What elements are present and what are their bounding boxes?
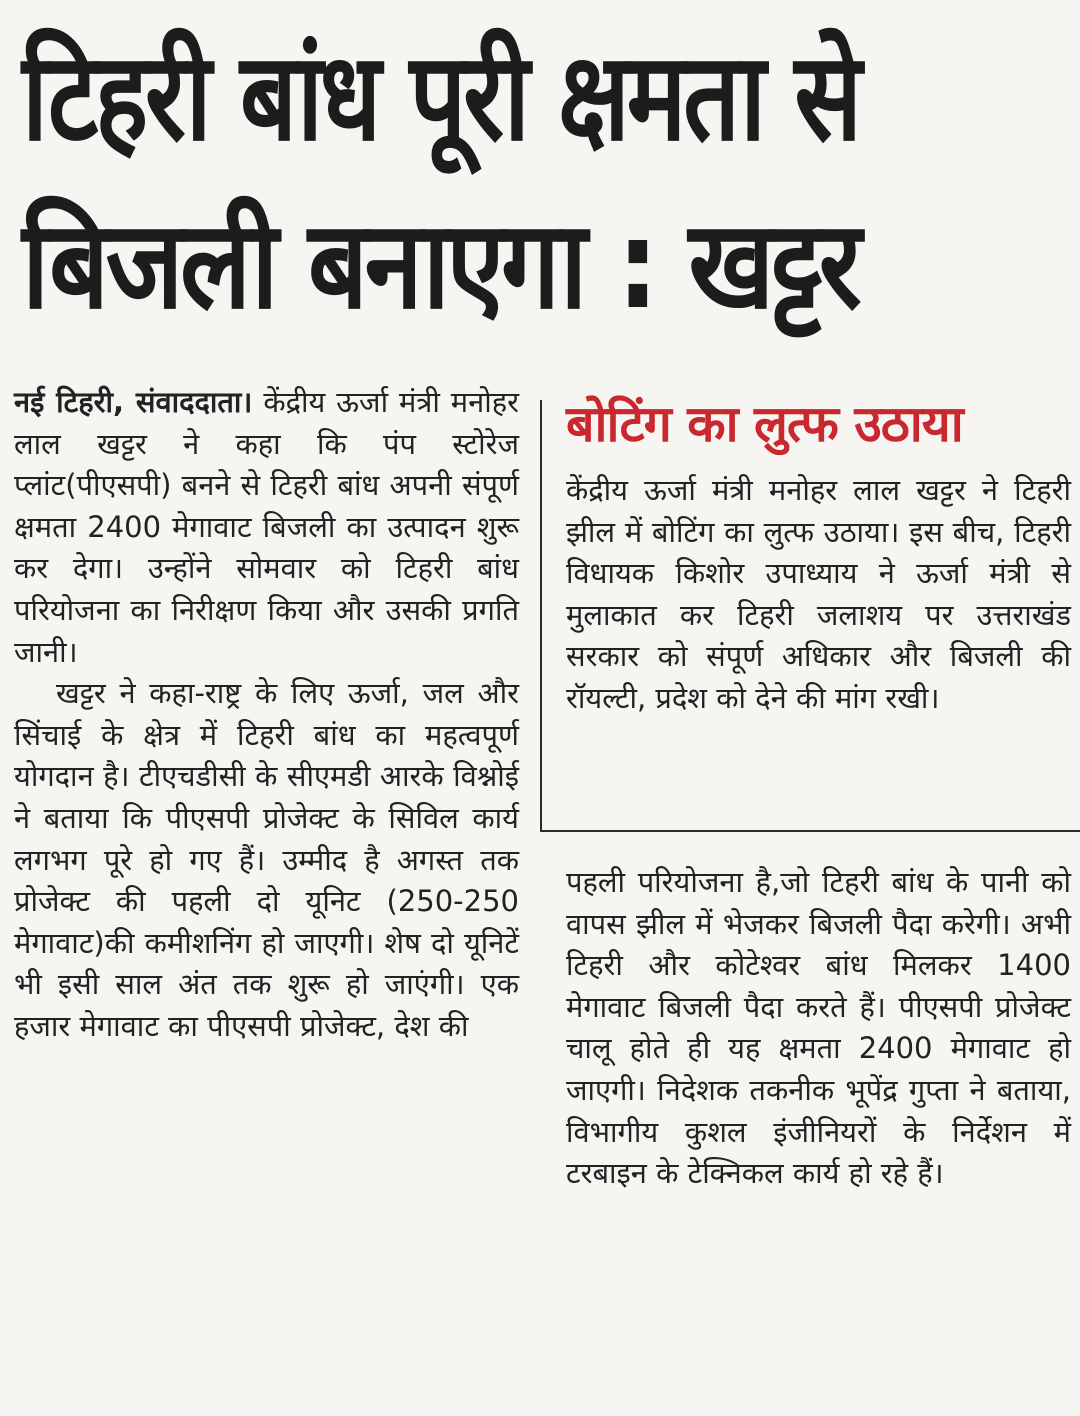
article-column-left	[14, 382, 519, 1048]
box-horizontal-divider	[540, 830, 1080, 832]
article-paragraph-2: खट्टर ने कहा-राष्ट्र के लिए ऊर्जा, जल और सिंचाई के क्षेत्र में टिहरी बांध का महत्वपूर्ण योगदान है। टीएचडीसी के सीएमडी आरके विश्नोई ने बताया कि पीएसपी प्रोजेक्ट के सिविल कार्य लगभग पूरे हो गए हैं। उम्मीद है अगस्त तक प्रोजेक्ट की पहली दो यूनिट (250-250 मेगावाट)की कमीशनिंग हो जाएगी। शेष दो यूनिटें भी इसी साल अंत तक शुरू हो जाएंगी। एक हजार मेगावाट का पीएसपी प्रोजेक्ट, देश की	[14, 676, 519, 1043]
dateline: नई टिहरी, संवाददाता।	[14, 385, 253, 419]
page-top-edge	[0, 0, 1080, 14]
article-paragraph-1	[14, 382, 519, 673]
article-paragraph-3: पहली परियोजना है,जो टिहरी बांध के पानी को वापस झील में भेजकर बिजली पैदा करेगी। अभी टिहरी और कोटेश्वर बांध मिलकर 1400 मेगावाट बिजली पैदा करते हैं। पीएसपी प्रोजेक्ट चालू होते ही यह क्षमता 2400 मेगावाट हो जाएगी। निदेशक तकनीक भूपेंद्र गुप्ता ने बताया, विभागीय कुशल इंजीनियरों के निर्देशन में टरबाइन के टेक्निकल कार्य हो रहे हैं।	[566, 865, 1071, 1191]
paragraph-1-body: केंद्रीय ऊर्जा मंत्री मनोहर लाल खट्टर ने कहा कि पंप स्टोरेज प्लांट(पीएसपी) बनने से टिहरी बांध अपनी संपूर्ण क्षमता 2400 मेगावाट बिजली का उत्पादन शुरू कर देगा। उन्होंने सोमवार को टिहरी बांध परियोजना का निरीक्षण किया और उसकी प्रगति जानी।	[14, 385, 519, 669]
headline-line-2: बिजली बनाएगा : खट्टर	[22, 194, 859, 336]
box-vertical-divider	[540, 400, 542, 832]
boxed-item-title: बोटिंग का लुत्फ उठाया	[566, 395, 963, 453]
headline-line-1: टिहरी बांध पूरी क्षमता से	[22, 26, 859, 168]
boxed-item-text: केंद्रीय ऊर्जा मंत्री मनोहर लाल खट्टर ने टिहरी झील में बोटिंग का लुत्फ उठाया। इस बीच, टिहरी विधायक किशोर उपाध्याय ने ऊर्जा मंत्री से मुलाकात कर टिहरी जलाशय पर उत्तराखंड सरकार को संपूर्ण अधिकार और बिजली की रॉयल्टी, प्रदेश को देने की मांग रखी।	[566, 473, 1071, 715]
